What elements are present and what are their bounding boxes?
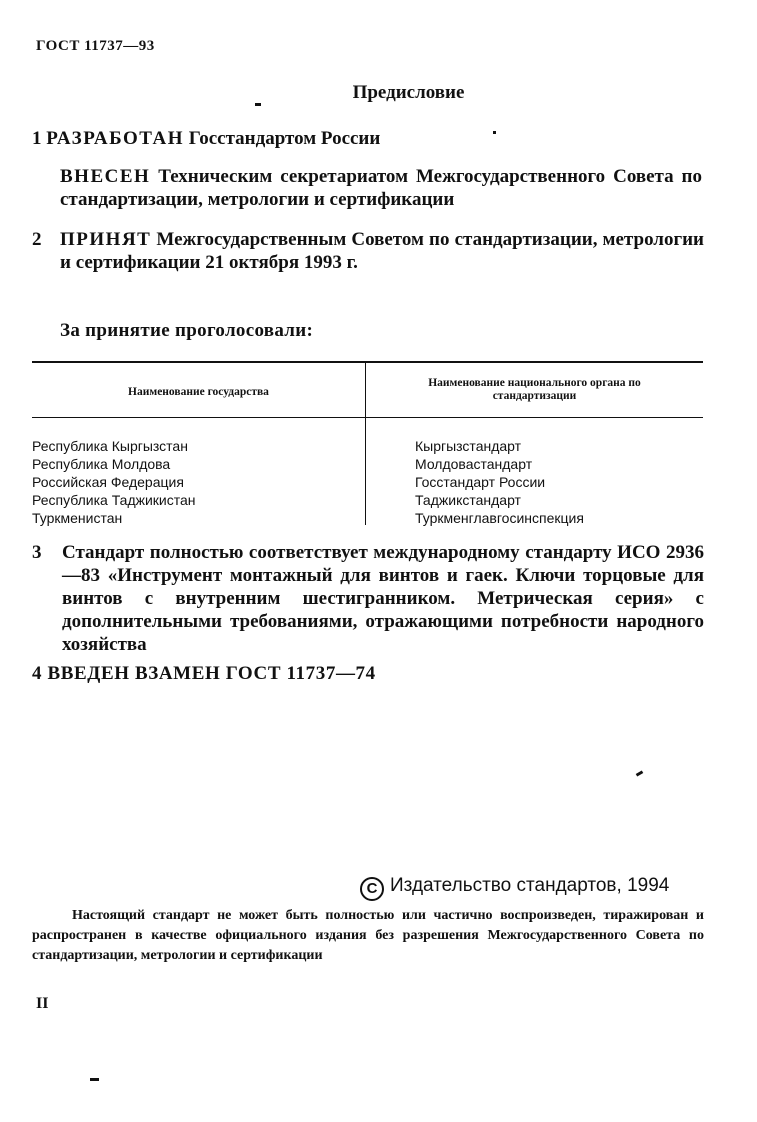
voting-table <box>32 361 703 526</box>
table-cell-organ: Туркменглавгосинспекция <box>415 510 584 526</box>
table-header-organ: Наименование национального органа по стандартизации <box>428 377 641 402</box>
table-column-states <box>32 437 196 527</box>
table-cell-organ: Молдовастандарт <box>415 456 533 472</box>
item-number: 2 <box>32 229 42 250</box>
item-number: 3 <box>32 542 42 563</box>
voting-label: За принятие проголосовали: <box>60 320 314 341</box>
item-4-replaces <box>32 663 376 685</box>
item-lead: РАЗРАБОТАН <box>46 128 185 149</box>
table-column-organs <box>415 437 584 527</box>
item-number: 4 <box>32 663 43 684</box>
table-cell-organ: Госстандарт России <box>415 474 546 490</box>
item-1-developed <box>32 127 712 150</box>
item-text: Госстандартом России <box>184 128 381 149</box>
table-header-rule <box>32 417 703 418</box>
item-lead: ПРИНЯТ <box>60 229 152 250</box>
scan-speck <box>255 103 261 106</box>
scan-speck <box>636 770 644 776</box>
table-header-state: Наименование государства <box>128 386 269 398</box>
item-text: ВВЕДЕН ВЗАМЕН ГОСТ 11737—74 <box>47 663 376 684</box>
table-cell-state: Туркменистан <box>32 510 123 526</box>
item-text: Межгосударственным Советом по стандартизации, метрологии и сертификации 21 октября 1993 г. <box>60 229 704 273</box>
page-number: II <box>36 995 49 1012</box>
item-text: Техническим секретариатом Межгосударственного Совета по стандартизации, метрологии и сертификации <box>60 166 702 210</box>
item-1-introduced <box>60 165 702 211</box>
item-3-compliance <box>32 541 704 656</box>
scan-speck <box>493 131 496 134</box>
scan-speck <box>90 1078 99 1081</box>
reproduction-notice <box>32 906 704 966</box>
item-2-adopted <box>32 228 704 274</box>
table-cell-organ: Таджикстандарт <box>415 492 521 508</box>
table-cell-state: Российская Федерация <box>32 474 184 490</box>
item-lead: ВНЕСЕН <box>60 166 151 187</box>
standard-code: ГОСТ 11737—93 <box>36 38 155 54</box>
notice-text: Настоящий стандарт не может быть полностью или частично воспроизведен, тиражирован и распространен в качестве официального издания без разрешения Межгосударственного Совета по стандартизации, метрологии и сертификации <box>32 908 704 963</box>
table-cell-organ: Кыргызстандарт <box>415 438 522 454</box>
item-text: Стандарт полностью соответствует международному стандарту ИСО 2936—83 «Инструмент монтажный для винтов и гаек. Ключи торцовые для винтов с внутренним шестигранником. Метрическая серия» с дополнительными требованиями, отражающими потребности народного хозяйства <box>62 542 704 655</box>
copyright-text: Издательство стандартов, 1994 <box>390 875 670 896</box>
copyright-icon: С <box>360 877 384 901</box>
table-cell-state: Республика Молдова <box>32 456 171 472</box>
table-cell-state: Республика Кыргызстан <box>32 438 188 454</box>
table-top-rule <box>32 361 703 363</box>
page-title: Предисловие <box>352 82 465 103</box>
copyright-line <box>360 875 669 901</box>
item-number: 1 <box>32 128 42 149</box>
table-cell-state: Республика Таджикистан <box>32 492 196 508</box>
